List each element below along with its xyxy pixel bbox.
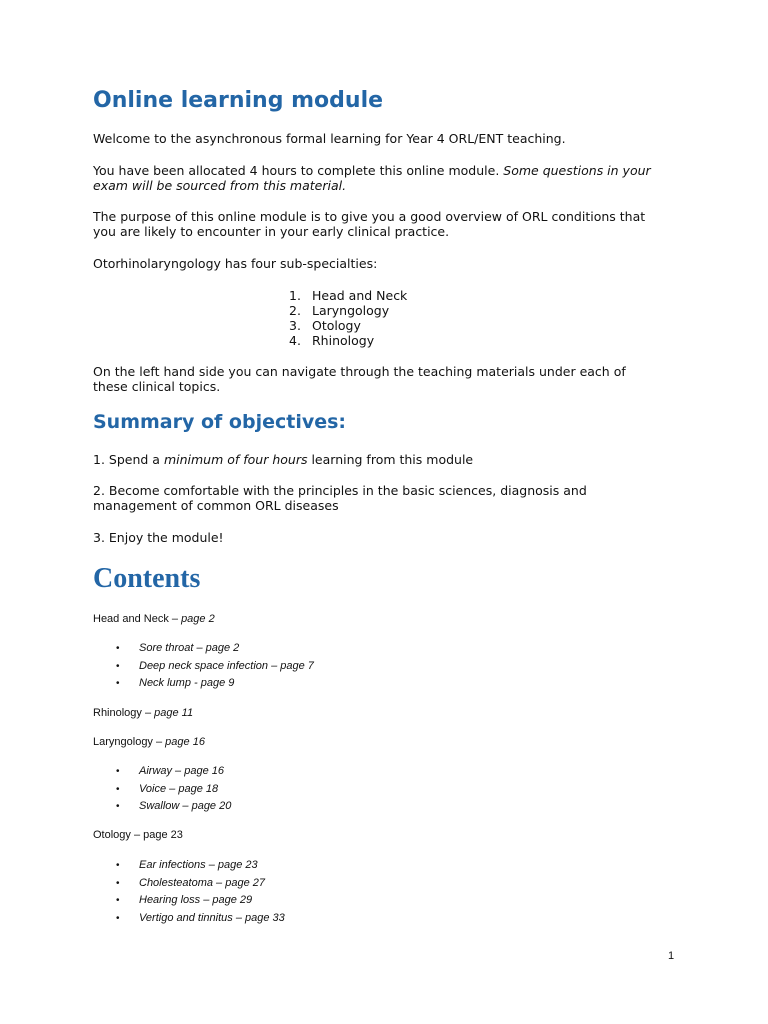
objective-2	[93, 483, 587, 513]
page-number: 1	[668, 950, 675, 962]
toc-laryngology[interactable]	[93, 736, 205, 749]
list-number: 3.	[289, 318, 301, 333]
toc-label: Laryngology –	[93, 736, 166, 748]
toc-item[interactable]	[116, 763, 231, 781]
toc-otology-list	[116, 857, 285, 927]
list-number: 2.	[289, 303, 301, 318]
bullet-icon: •	[116, 912, 120, 924]
objective-2-line-2: management of common ORL diseases	[93, 498, 339, 513]
list-item	[289, 318, 407, 333]
toc-head-neck[interactable]	[93, 613, 215, 626]
list-number: 1.	[289, 288, 301, 303]
toc-otology[interactable]: Otology – page 23	[93, 829, 183, 841]
navigation-paragraph	[93, 364, 626, 394]
toc-item-label: Sore throat – page 2	[139, 642, 240, 655]
toc-laryngology-list	[116, 763, 231, 816]
subspecialties-intro: Otorhinolaryngology has four sub-specialties:	[93, 256, 378, 271]
bullet-icon: •	[116, 643, 120, 655]
allocated-paragraph	[93, 163, 651, 193]
contents-heading: Contents	[93, 563, 201, 594]
list-label: Otology	[312, 318, 361, 333]
list-label: Rhinology	[312, 333, 375, 348]
bullet-icon: •	[116, 678, 120, 690]
bullet-icon: •	[116, 895, 120, 907]
objectives-heading: Summary of objectives:	[93, 411, 347, 433]
bullet-icon: •	[116, 660, 120, 672]
allocated-text: You have been allocated 4 hours to complete this online module.	[93, 163, 504, 178]
allocated-emphasis-2: exam will be sourced from this material.	[93, 178, 347, 193]
objective-1-prefix: 1. Spend a	[93, 452, 164, 467]
list-number: 4.	[289, 333, 301, 348]
toc-page: page 16	[165, 736, 205, 748]
objective-1	[93, 452, 473, 467]
toc-item[interactable]	[116, 892, 285, 910]
purpose-line-1: The purpose of this online module is to give you a good overview of ORL conditions that	[93, 209, 646, 224]
toc-item-label: Neck lump - page 9	[139, 677, 235, 690]
toc-label: Rhinology –	[93, 707, 155, 719]
bullet-icon: •	[116, 783, 120, 795]
toc-head-neck-list	[116, 640, 314, 693]
objective-3: 3. Enjoy the module!	[93, 530, 224, 545]
toc-item[interactable]	[116, 640, 314, 658]
page-title: Online learning module	[93, 88, 384, 113]
toc-item[interactable]	[116, 781, 231, 799]
bullet-icon: •	[116, 877, 120, 889]
toc-item-label: Voice – page 18	[139, 782, 219, 795]
list-label: Head and Neck	[312, 288, 408, 303]
purpose-paragraph	[93, 209, 645, 239]
toc-item[interactable]	[116, 675, 314, 693]
objective-1-suffix: learning from this module	[307, 452, 474, 467]
bullet-icon: •	[116, 801, 120, 813]
toc-item[interactable]	[116, 875, 285, 893]
toc-item[interactable]	[116, 910, 285, 928]
list-item	[289, 333, 407, 348]
list-item	[289, 288, 407, 303]
toc-item-label: Hearing loss – page 29	[139, 894, 253, 907]
toc-item-label: Cholesteatoma – page 27	[139, 876, 265, 889]
toc-item[interactable]	[116, 798, 231, 816]
list-label: Laryngology	[312, 303, 390, 318]
navigation-line-2: these clinical topics.	[93, 379, 221, 394]
toc-item[interactable]	[116, 857, 285, 875]
objective-1-emphasis: minimum of four hours	[163, 452, 308, 467]
allocated-emphasis-1: Some questions in your	[503, 163, 651, 178]
toc-page: page 11	[154, 707, 194, 719]
toc-item-label: Airway – page 16	[139, 765, 224, 778]
toc-rhinology[interactable]	[93, 707, 193, 720]
toc-label: Head and Neck –	[93, 613, 182, 625]
toc-page: page 2	[181, 613, 215, 625]
navigation-line-1: On the left hand side you can navigate through the teaching materials under each of	[93, 364, 626, 379]
subspecialties-list	[289, 288, 407, 348]
toc-item-label: Vertigo and tinnitus – page 33	[139, 911, 285, 924]
toc-item[interactable]	[116, 658, 314, 676]
objective-2-line-1: 2. Become comfortable with the principles in the basic sciences, diagnosis and	[93, 483, 587, 498]
bullet-icon: •	[116, 766, 120, 778]
purpose-line-2: you are likely to encounter in your early clinical practice.	[93, 224, 450, 239]
list-item	[289, 303, 407, 318]
bullet-icon: •	[116, 860, 120, 872]
toc-item-label: Deep neck space infection – page 7	[139, 659, 314, 672]
welcome-paragraph: Welcome to the asynchronous formal learning for Year 4 ORL/ENT teaching.	[93, 131, 566, 146]
toc-item-label: Swallow – page 20	[139, 800, 232, 813]
toc-item-label: Ear infections – page 23	[139, 859, 258, 872]
